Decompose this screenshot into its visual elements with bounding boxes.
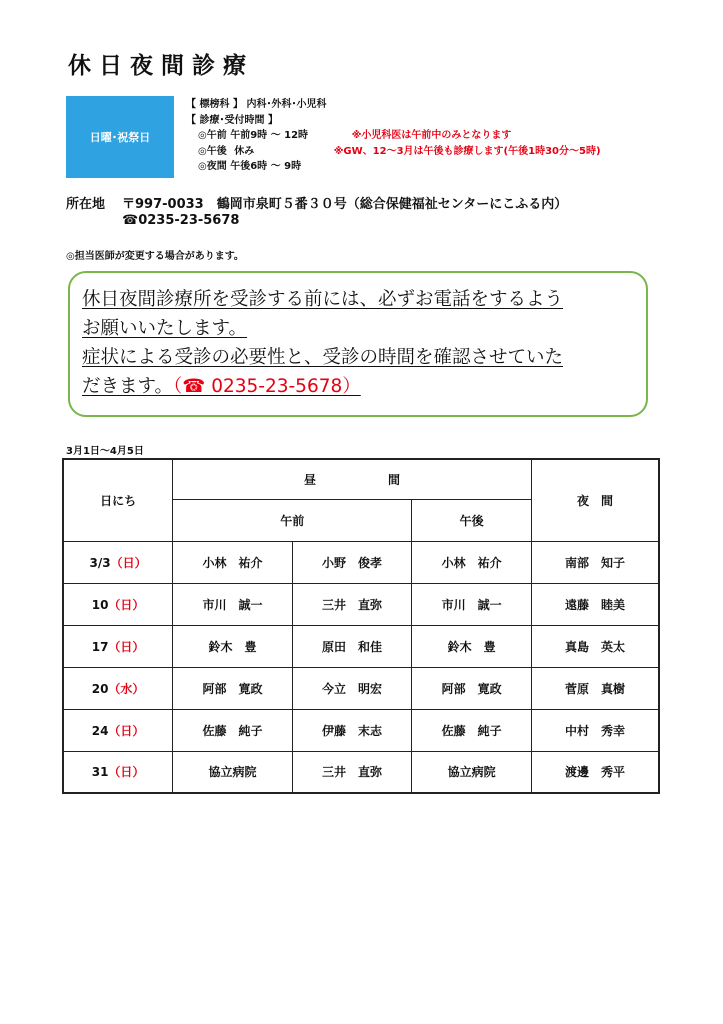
doctor-cell-am2: 三井 直弥 <box>292 751 412 793</box>
afternoon-row <box>186 144 601 160</box>
day-label: 日曜･祝祭日 <box>89 131 151 144</box>
day-label-box <box>66 96 174 178</box>
doctor-cell-pm: 小林 祐介 <box>412 541 532 583</box>
header-night: 夜 間 <box>531 459 659 541</box>
date-cell <box>63 625 173 667</box>
callout-text <box>82 285 627 401</box>
callout-line-2: お願いいたします。 <box>82 318 248 339</box>
doctor-cell-am2: 原田 和佳 <box>292 625 412 667</box>
doctor-cell-night: 菅原 真樹 <box>531 667 659 709</box>
date: 10 <box>91 597 109 612</box>
afternoon-note: ※GW、12〜3月は午後も診療します(午後1時30分〜5時) <box>333 145 601 157</box>
address-label: 所在地 <box>66 197 106 212</box>
doctor-cell-am2: 三井 直弥 <box>292 583 412 625</box>
date: 3/3 <box>89 555 111 570</box>
date-cell <box>63 583 173 625</box>
header-pm: 午後 <box>412 499 532 541</box>
departments: 【 標榜科 】 内科･外科･小児科 <box>186 99 327 110</box>
header-am: 午前 <box>173 499 412 541</box>
date-cell <box>63 541 173 583</box>
table-row <box>63 541 659 583</box>
notice-text: ◎担当医師が変更する場合があります。 <box>66 251 244 262</box>
address-text: 〒997-0033 鶴岡市泉町５番３０号（総合保健福祉センターにこふる内） <box>122 197 568 212</box>
date-cell <box>63 709 173 751</box>
doctor-cell-night: 真島 英太 <box>531 625 659 667</box>
callout-line-3: 症状による受診の必要性と、受診の時間を確認させていた <box>82 347 564 368</box>
date-cell <box>63 667 173 709</box>
date: 24 <box>91 723 109 738</box>
afternoon-time: 休み <box>234 145 255 157</box>
doctor-cell-night: 南部 知子 <box>531 541 659 583</box>
night-label: ◎夜間 <box>198 161 227 172</box>
table-row <box>63 667 659 709</box>
callout-line-4-text: だきます。 <box>82 376 174 397</box>
doctor-cell-am2: 小野 俊孝 <box>292 541 412 583</box>
weekday: （日） <box>108 765 145 780</box>
doctor-cell-am1: 市川 誠一 <box>173 583 293 625</box>
weekday: （日） <box>108 723 145 738</box>
weekday: （日） <box>108 597 145 612</box>
callout-line-4 <box>82 372 627 401</box>
callout-phone: （☎ 0235-23-5678） <box>173 376 361 397</box>
doctor-cell-night: 渡邊 秀平 <box>531 751 659 793</box>
doctor-cell-pm: 阿部 寛政 <box>412 667 532 709</box>
doctor-cell-am1: 鈴木 豊 <box>173 625 293 667</box>
afternoon-label: ◎午後 <box>198 145 227 157</box>
night-row <box>186 159 601 175</box>
date: 20 <box>91 681 109 696</box>
date-cell <box>63 751 173 793</box>
table-row <box>63 709 659 751</box>
doctor-cell-am1: 阿部 寛政 <box>173 667 293 709</box>
info-block <box>186 97 601 175</box>
doctor-cell-am1: 協立病院 <box>173 751 293 793</box>
callout-line-1: 休日夜間診療所を受診する前には、必ずお電話をするよう <box>82 289 564 310</box>
night-time: 午後6時 〜 9時 <box>230 161 302 172</box>
weekday: （日） <box>108 639 145 654</box>
hours-heading: 【 診療･受付時間 】 <box>186 114 278 126</box>
period-label: 3月1日〜4月5日 <box>66 446 144 457</box>
schedule-table <box>62 458 660 794</box>
doctor-cell-night: 中村 秀幸 <box>531 709 659 751</box>
weekday: （日） <box>110 555 147 570</box>
doctor-cell-pm: 鈴木 豊 <box>412 625 532 667</box>
weekday: （水） <box>108 681 145 696</box>
date: 31 <box>91 765 109 780</box>
morning-note: ※小児科医は午前中のみとなります <box>351 130 512 141</box>
doctor-cell-am1: 小林 祐介 <box>173 541 293 583</box>
date: 17 <box>91 639 109 654</box>
header-daytime: 昼 間 <box>173 459 532 499</box>
page-title: 休日夜間診療 <box>68 53 254 79</box>
table-row <box>63 625 659 667</box>
doctor-cell-am2: 今立 明宏 <box>292 667 412 709</box>
doctor-cell-am2: 伊藤 末志 <box>292 709 412 751</box>
doctor-cell-pm: 佐藤 純子 <box>412 709 532 751</box>
morning-time: 午前9時 〜 12時 <box>230 130 309 141</box>
address-row <box>66 196 567 214</box>
table-row <box>63 751 659 793</box>
morning-row <box>186 128 601 144</box>
doctor-cell-am1: 佐藤 純子 <box>173 709 293 751</box>
table-row <box>63 583 659 625</box>
phone-number: ☎0235-23-5678 <box>122 213 240 228</box>
doctor-cell-night: 遠藤 睦美 <box>531 583 659 625</box>
morning-label: ◎午前 <box>198 130 227 141</box>
table-header-row <box>63 459 659 499</box>
doctor-cell-pm: 協立病院 <box>412 751 532 793</box>
header-date: 日にち <box>63 459 173 541</box>
doctor-cell-pm: 市川 誠一 <box>412 583 532 625</box>
